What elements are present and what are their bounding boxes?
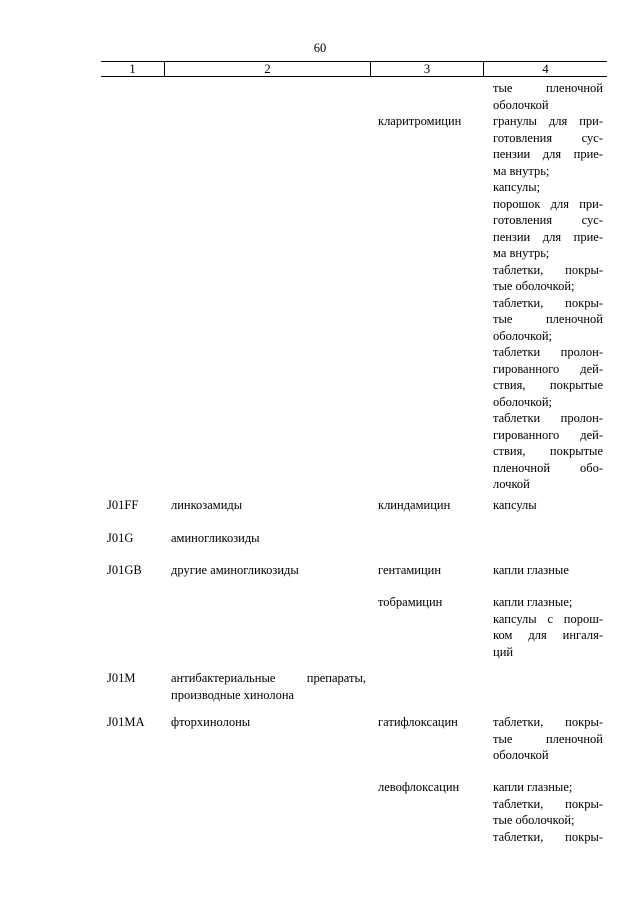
form-line: пензии для прие-	[493, 147, 603, 161]
form-line: таблетки, покры-	[493, 796, 603, 811]
code-j01ma: J01MA	[107, 715, 145, 729]
form-cell-gatifloxacin	[493, 714, 603, 764]
form-line: оболочкой	[493, 97, 549, 112]
form-line: ствия, покрытые	[493, 444, 603, 458]
code-j01m: J01M	[107, 671, 136, 685]
form-line: пленочной обо-	[493, 460, 603, 475]
drug-levofloxacin: левофлоксацин	[378, 780, 460, 794]
form-line: порошок для при-	[493, 196, 603, 211]
form-line: тые пленочной	[493, 731, 603, 746]
group-line: производные хинолона	[171, 687, 295, 702]
code-j01gb: J01GB	[107, 563, 142, 577]
drug-tobramycin: тобрамицин	[378, 595, 443, 609]
form-line: ций	[493, 644, 514, 659]
form-line: оболочкой;	[493, 328, 552, 343]
form-gentamicin: капли глазные	[493, 563, 569, 577]
form-line: капсулы с порош-	[493, 611, 603, 626]
form-line: ма внутрь;	[493, 246, 550, 260]
form-clindamycin: капсулы	[493, 498, 537, 512]
continuation-form-cell	[493, 80, 603, 113]
form-line: тые оболочкой;	[493, 279, 575, 293]
form-line: тые пленочной	[493, 81, 603, 95]
form-line: капли глазные;	[493, 595, 573, 609]
group-j01gb: другие аминогликозиды	[171, 563, 299, 577]
form-line: оболочкой;	[493, 394, 552, 409]
form-cell-tobramycin	[493, 594, 603, 660]
group-j01g: аминогликозиды	[171, 531, 260, 545]
form-line: таблетки пролон-	[493, 345, 603, 359]
code-j01ff: J01FF	[107, 498, 139, 512]
group-line: антибактериальные препараты,	[171, 671, 366, 685]
form-line: таблетки пролон-	[493, 411, 603, 425]
form-line: оболочкой	[493, 748, 549, 762]
form-line: капсулы;	[493, 180, 541, 194]
group-j01ma: фторхинолоны	[171, 715, 251, 729]
group-j01ff: линкозамиды	[171, 498, 243, 512]
form-line: ма внутрь;	[493, 163, 550, 178]
page-number: 60	[313, 41, 327, 55]
header-col-4: 4	[483, 62, 607, 76]
form-line: ствия, покрытые	[493, 378, 603, 392]
form-line: гранулы для при-	[493, 114, 603, 128]
drug-clindamycin: клиндамицин	[378, 498, 451, 512]
form-line: таблетки, покры-	[493, 295, 603, 310]
form-cell-clarithromycin	[493, 113, 603, 493]
form-line: таблетки, покры-	[493, 829, 603, 844]
header-col-1: 1	[129, 62, 136, 76]
drug-gentamicin: гентамицин	[378, 563, 442, 577]
table-header	[101, 61, 607, 77]
form-line: пензии для прие-	[493, 229, 603, 244]
form-line: гированного дей-	[493, 361, 603, 376]
group-j01m	[171, 670, 366, 703]
header-col-3: 3	[370, 62, 483, 76]
form-cell-levofloxacin	[493, 779, 603, 845]
drug-clarithromycin: кларитромицин	[378, 114, 462, 128]
form-line: тые пленочной	[493, 312, 603, 326]
code-j01g: J01G	[107, 531, 134, 545]
form-line: таблетки, покры-	[493, 262, 603, 277]
form-line: готовления сус-	[493, 130, 603, 145]
drug-gatifloxacin: гатифлоксацин	[378, 715, 458, 729]
header-col-2: 2	[164, 62, 370, 76]
form-line: лочкой	[493, 477, 530, 491]
form-line: гированного дей-	[493, 427, 603, 442]
form-line: таблетки, покры-	[493, 715, 603, 729]
form-line: капли глазные;	[493, 780, 573, 794]
form-line: тые оболочкой;	[493, 813, 575, 827]
form-line: ком для ингаля-	[493, 628, 603, 642]
form-line: готовления сус-	[493, 213, 603, 227]
